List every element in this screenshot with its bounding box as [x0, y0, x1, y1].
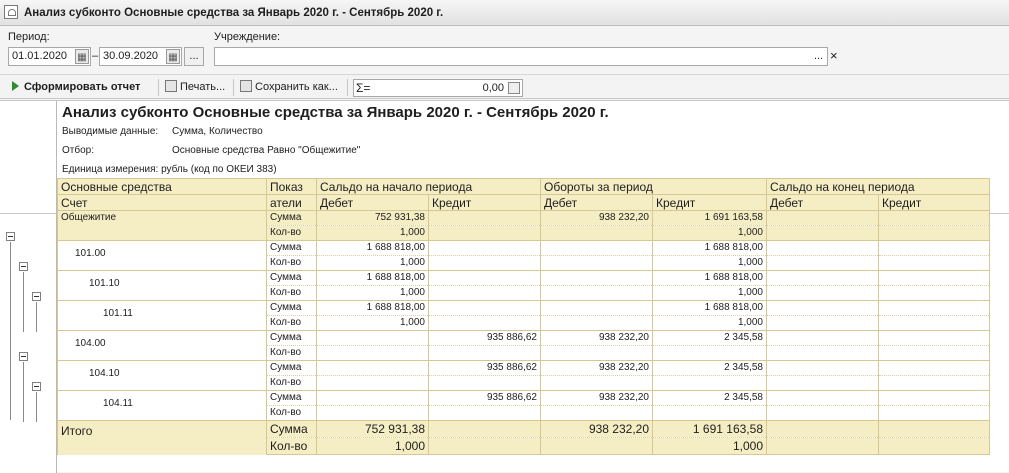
cell-qty: [879, 316, 990, 331]
cell-sum: [317, 331, 429, 346]
report-window-icon: [4, 5, 18, 19]
header-credit: Кредит: [429, 195, 541, 211]
cell-qty: [879, 256, 990, 271]
cell-qty: 1,000: [653, 256, 767, 271]
row-indicator: Кол-во: [267, 286, 317, 301]
filter-value: Основные средства Равно "Общежитие": [172, 145, 361, 156]
collapse-icon[interactable]: [19, 262, 28, 271]
cell-qty: [429, 316, 541, 331]
generate-report-button[interactable]: [12, 79, 140, 96]
cell-sum: [541, 271, 653, 286]
total-qty: 1,000: [653, 438, 767, 455]
calendar-icon[interactable]: ▦: [75, 49, 89, 64]
header-end-balance: Сальдо на конец периода: [767, 179, 990, 195]
cell-sum: 1 691 163,58: [653, 211, 767, 226]
cell-qty: [317, 376, 429, 391]
clear-icon[interactable]: ×: [830, 48, 838, 63]
cell-sum: [879, 301, 990, 316]
cell-sum: 935 886,62: [429, 331, 541, 346]
table-row: [58, 391, 990, 406]
calendar-icon[interactable]: ▦: [166, 49, 180, 64]
cell-qty: [429, 406, 541, 421]
cell-qty: [541, 316, 653, 331]
institution-select-button[interactable]: ...: [814, 50, 824, 62]
cell-sum: 1 688 818,00: [317, 241, 429, 256]
cell-qty: [541, 256, 653, 271]
cell-qty: [879, 226, 990, 241]
sigma-icon: Σ=: [356, 81, 371, 95]
row-indicator: Сумма: [267, 271, 317, 286]
cell-sum: 2 345,58: [653, 361, 767, 376]
row-indicator: Кол-во: [267, 256, 317, 271]
collapse-icon[interactable]: [6, 232, 15, 241]
cell-sum: 938 232,20: [541, 211, 653, 226]
cell-sum: 938 232,20: [541, 331, 653, 346]
window-title: Анализ субконто Основные средства за Январь 2020 г. - Сентябрь 2020 г.: [24, 7, 444, 19]
table-row: [58, 241, 990, 256]
shown-data-value: Сумма, Количество: [172, 126, 263, 137]
cell-sum: [541, 301, 653, 316]
header-credit: Кредит: [879, 195, 990, 211]
cell-qty: [767, 316, 879, 331]
row-indicator: Сумма: [267, 211, 317, 226]
cell-qty: 1,000: [317, 316, 429, 331]
cell-sum: [879, 211, 990, 226]
cell-sum: [429, 301, 541, 316]
cell-qty: 1,000: [317, 286, 429, 301]
cell-sum: [767, 241, 879, 256]
cell-qty: 1,000: [317, 226, 429, 241]
unit-line: Единица измерения: рубль (код по ОКЕИ 383): [62, 164, 277, 175]
cell-qty: [767, 226, 879, 241]
header-debit: Дебет: [317, 195, 429, 211]
cell-qty: [767, 406, 879, 421]
play-icon: [12, 81, 19, 91]
cell-sum: [429, 241, 541, 256]
row-indicator: Сумма: [267, 361, 317, 376]
total-qty: 1,000: [317, 438, 429, 455]
cell-sum: [317, 391, 429, 406]
cell-sum: [879, 241, 990, 256]
cell-qty: [541, 406, 653, 421]
cell-sum: 1 688 818,00: [653, 241, 767, 256]
tree-line: [36, 392, 37, 422]
header-start-balance: Сальдо на начало периода: [317, 179, 541, 195]
total-sum: 1 691 163,58: [653, 421, 767, 438]
table-row: [58, 211, 990, 226]
row-indicator: Кол-во: [267, 226, 317, 241]
cell-qty: [429, 256, 541, 271]
cell-qty: [767, 286, 879, 301]
cell-qty: [317, 346, 429, 361]
cell-sum: [767, 391, 879, 406]
cell-qty: [317, 406, 429, 421]
cell-sum: 938 232,20: [541, 361, 653, 376]
total-sum: 752 931,38: [317, 421, 429, 438]
cell-qty: 1,000: [653, 226, 767, 241]
cell-sum: [879, 391, 990, 406]
cell-qty: [653, 376, 767, 391]
collapse-icon[interactable]: [19, 352, 28, 361]
cell-sum: 1 688 818,00: [317, 301, 429, 316]
row-account: 104.11: [58, 391, 267, 421]
cell-sum: [767, 301, 879, 316]
cell-qty: [879, 406, 990, 421]
cell-sum: 2 345,58: [653, 391, 767, 406]
cell-qty: 1,000: [317, 256, 429, 271]
header-debit: Дебет: [767, 195, 879, 211]
table-row: [58, 331, 990, 346]
row-account: 101.11: [58, 301, 267, 331]
header-account: Счет: [58, 195, 267, 211]
header-credit: Кредит: [653, 195, 767, 211]
cell-qty: [879, 346, 990, 361]
print-label: Печать...: [180, 81, 226, 93]
cell-sum: [429, 271, 541, 286]
row-account: 104.00: [58, 331, 267, 361]
period-select-button[interactable]: ...: [184, 47, 204, 66]
report-title: Анализ субконто Основные средства за Январь 2020 г. - Сентябрь 2020 г.: [62, 104, 609, 121]
header-turnover: Обороты за период: [541, 179, 767, 195]
window-titlebar: [0, 0, 1009, 26]
collapse-icon[interactable]: [32, 292, 41, 301]
cell-sum: [879, 361, 990, 376]
header-indicators-2: атели: [267, 195, 317, 211]
filter-label: Отбор:: [62, 145, 94, 156]
save-as-button[interactable]: [240, 79, 338, 96]
row-account: 104.10: [58, 361, 267, 391]
cell-qty: [429, 346, 541, 361]
table-subheader-row: [58, 195, 990, 211]
printer-icon: [165, 80, 177, 92]
row-indicator: Кол-во: [267, 316, 317, 331]
row-indicator: Кол-во: [267, 406, 317, 421]
cell-qty: [767, 346, 879, 361]
cell-qty: [879, 376, 990, 391]
cell-sum: [767, 331, 879, 346]
tree-line: [23, 272, 24, 332]
save-icon: [240, 80, 252, 92]
header-fixed-assets: Основные средства: [58, 179, 267, 195]
total-qty: [767, 438, 879, 455]
cell-qty: [541, 346, 653, 361]
cell-qty: [541, 226, 653, 241]
total-row: [58, 421, 990, 438]
calculator-icon[interactable]: [508, 82, 520, 94]
table-row: [58, 361, 990, 376]
cell-sum: [317, 361, 429, 376]
cell-sum: 1 688 818,00: [653, 271, 767, 286]
cell-qty: 1,000: [653, 286, 767, 301]
cell-sum: [767, 211, 879, 226]
table-header-row: [58, 179, 990, 195]
toolbar-separator: [158, 79, 159, 96]
cell-qty: [541, 376, 653, 391]
print-button[interactable]: [165, 79, 225, 96]
cell-qty: [767, 256, 879, 271]
cell-qty: [767, 376, 879, 391]
total-sum: 938 232,20: [541, 421, 653, 438]
cell-sum: 938 232,20: [541, 391, 653, 406]
cell-sum: 2 345,58: [653, 331, 767, 346]
cell-qty: [429, 226, 541, 241]
cell-sum: 1 688 818,00: [653, 301, 767, 316]
institution-label: Учреждение:: [214, 31, 281, 43]
selection-sum-value: 0,00: [482, 82, 504, 94]
table-row: [58, 271, 990, 286]
row-indicator: Сумма: [267, 241, 317, 256]
tree-line: [36, 302, 37, 332]
total-indicator: Сумма: [267, 421, 317, 438]
row-indicator: Сумма: [267, 331, 317, 346]
shown-data-label: Выводимые данные:: [62, 126, 159, 137]
date-to-value: 30.09.2020: [103, 50, 159, 62]
total-sum: [879, 421, 990, 438]
cell-sum: [767, 361, 879, 376]
row-indicator: Сумма: [267, 391, 317, 406]
date-separator: –: [92, 50, 99, 62]
report-table: [57, 178, 990, 455]
total-sum: [429, 421, 541, 438]
save-as-label: Сохранить как...: [255, 81, 338, 93]
toolbar-separator: [347, 79, 348, 96]
total-qty: [429, 438, 541, 455]
cell-sum: [767, 271, 879, 286]
cell-sum: [879, 331, 990, 346]
selection-sum-field[interactable]: [353, 79, 523, 97]
grouping-gutter: [0, 101, 57, 473]
period-label: Период:: [8, 31, 50, 43]
cell-qty: [541, 286, 653, 301]
cell-qty: [429, 286, 541, 301]
tree-line: [23, 362, 24, 422]
row-indicator: Сумма: [267, 301, 317, 316]
cell-sum: 935 886,62: [429, 391, 541, 406]
generate-report-label: Сформировать отчет: [24, 81, 141, 93]
cell-sum: 935 886,62: [429, 361, 541, 376]
date-from-value: 01.01.2020: [12, 50, 68, 62]
cell-qty: [879, 286, 990, 301]
header-indicators: Показ: [267, 179, 317, 195]
collapse-icon[interactable]: [32, 382, 41, 391]
cell-qty: [653, 406, 767, 421]
cell-sum: [429, 211, 541, 226]
cell-sum: [879, 271, 990, 286]
row-account: Общежитие: [58, 211, 267, 241]
total-label: Итого: [58, 421, 267, 455]
cell-sum: [541, 241, 653, 256]
row-account: 101.10: [58, 271, 267, 301]
row-indicator: Кол-во: [267, 376, 317, 391]
row-account: 101.00: [58, 241, 267, 271]
cell-sum: 1 688 818,00: [317, 271, 429, 286]
cell-sum: 752 931,38: [317, 211, 429, 226]
table-row: [58, 301, 990, 316]
row-indicator: Кол-во: [267, 346, 317, 361]
institution-field[interactable]: [214, 47, 828, 66]
cell-qty: 1,000: [653, 316, 767, 331]
total-qty: [879, 438, 990, 455]
toolbar-separator: [233, 79, 234, 96]
total-indicator: Кол-во: [267, 438, 317, 455]
total-qty: [541, 438, 653, 455]
tree-line: [10, 242, 11, 420]
total-sum: [767, 421, 879, 438]
cell-qty: [429, 376, 541, 391]
header-debit: Дебет: [541, 195, 653, 211]
cell-qty: [653, 346, 767, 361]
